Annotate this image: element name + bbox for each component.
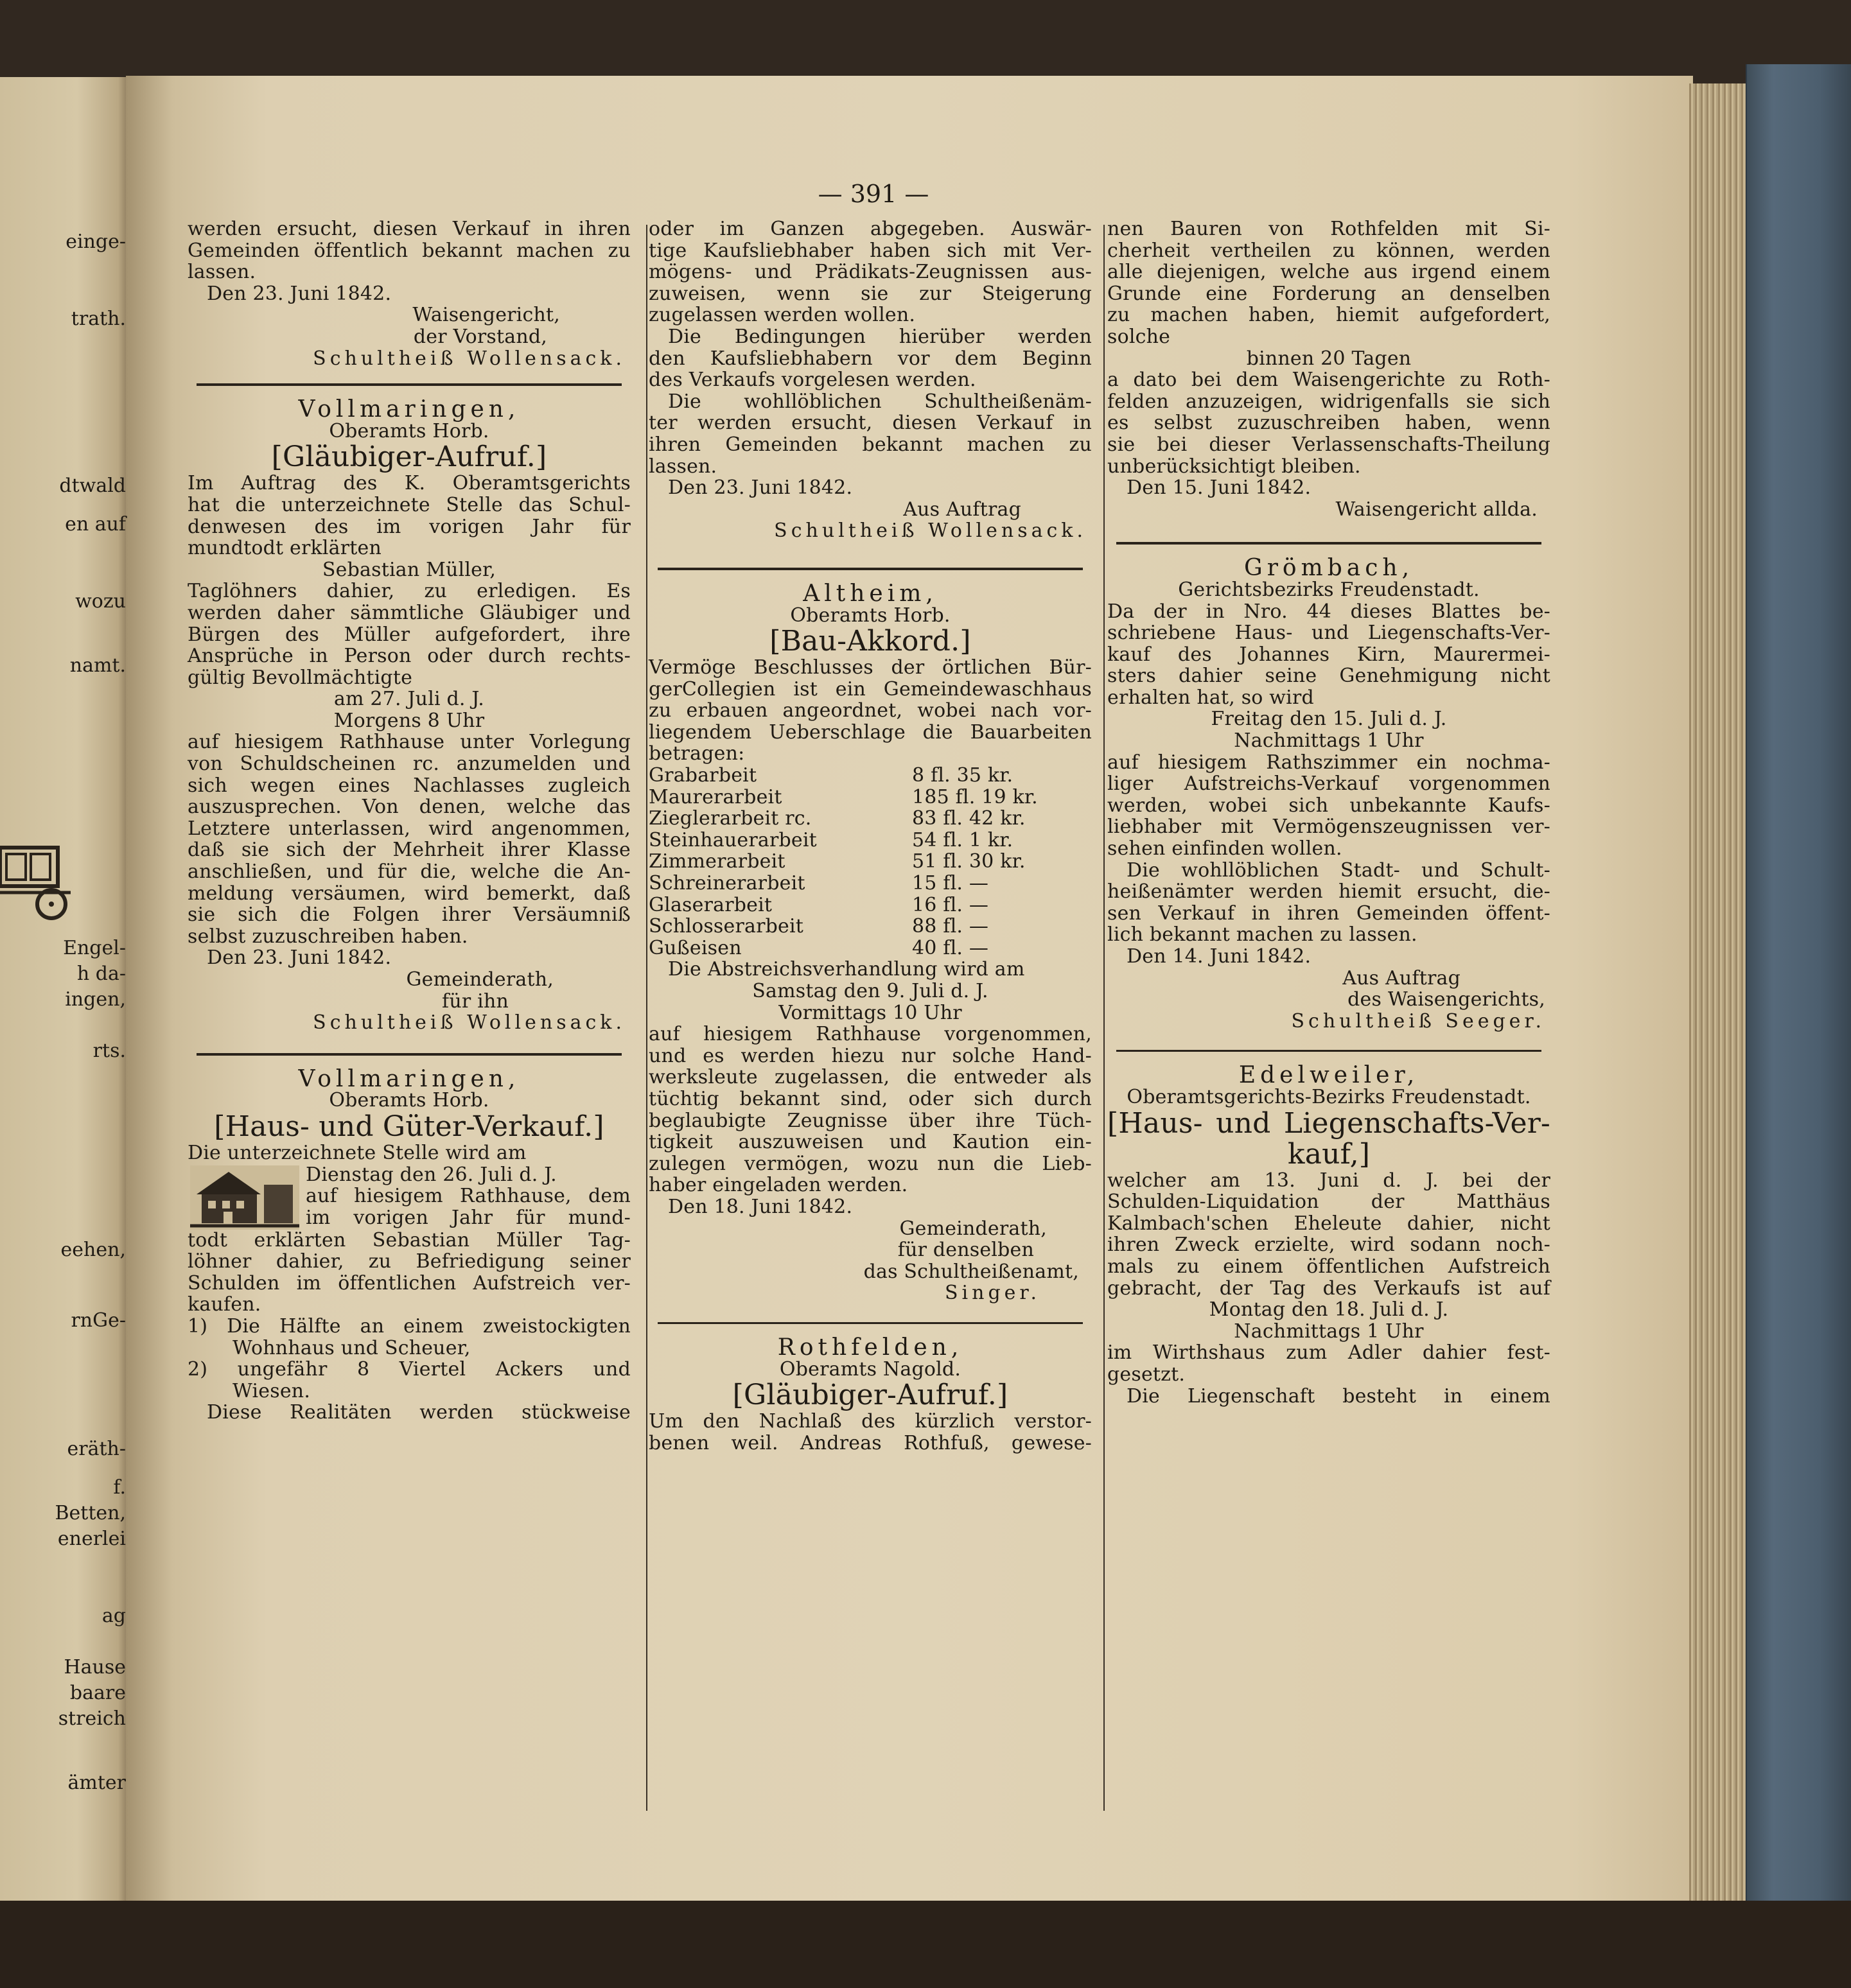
event-date: Freitag den 15. Juli d. J. xyxy=(1211,708,1447,731)
cost-row xyxy=(649,916,1092,937)
facing-page-fragment: namt. xyxy=(69,654,126,677)
text-line: Vermöge Beschlusses der örtlichen Bür- xyxy=(649,656,1092,679)
date-line: Den 15. Juni 1842. xyxy=(1127,476,1311,500)
text-line: liger Aufstreichs-Verkauf vorgenommen xyxy=(1107,772,1550,796)
column-2 xyxy=(649,218,1092,1454)
text-line: Ansprüche in Person oder durch rechts- xyxy=(188,645,631,668)
signature-line: für ihn xyxy=(442,990,509,1013)
cost-item: Steinhauerarbeit xyxy=(649,828,817,851)
text-line: Bürgen des Müller aufgefordert, ihre xyxy=(188,623,631,646)
facing-page-fragment: Engel- xyxy=(63,937,126,959)
text-line: den Kaufsliebhabern vor dem Beginn xyxy=(649,347,1092,370)
cost-item: Schreinerarbeit xyxy=(649,872,805,895)
text-line: Da der in Nro. 44 dieses Blattes be- xyxy=(1107,600,1550,623)
signature-line: Singer. xyxy=(944,1282,1040,1305)
column-3 xyxy=(1107,218,1550,1407)
cost-item: Maurerarbeit xyxy=(649,785,782,808)
cost-item: Zieglerarbeit rc. xyxy=(649,807,812,830)
text-line: solche xyxy=(1107,325,1171,348)
cost-row xyxy=(649,787,1092,808)
text-line: liebhaber mit Vermögenszeugnissen ver- xyxy=(1107,815,1550,839)
cost-row xyxy=(649,873,1092,894)
text-line: gerCollegien ist ein Gemeindewaschhaus xyxy=(649,677,1092,701)
person-name: Sebastian Müller, xyxy=(322,558,496,581)
section-divider xyxy=(1116,1050,1541,1052)
cost-row xyxy=(649,808,1092,830)
column-rule-2 xyxy=(1103,225,1105,1811)
text-line: heißenämter werden hiemit ersucht, die- xyxy=(1107,880,1550,903)
facing-page-fragment: enerlei xyxy=(57,1528,126,1550)
text-line: mögens- und Prädikats-Zeugnissen aus- xyxy=(649,261,1092,284)
signature-line: Waisengericht allda. xyxy=(1335,498,1538,521)
page-stack-edge xyxy=(1689,83,1748,1914)
text-line: sen Verkauf in ihren Gemeinden öffent- xyxy=(1107,902,1550,925)
notice-title: [Bau-Akkord.] xyxy=(769,625,971,658)
notice-title: kauf,] xyxy=(1287,1137,1371,1171)
text-line: welcher am 13. Juni d. J. bei der xyxy=(1107,1169,1550,1192)
section-divider xyxy=(658,568,1083,570)
text-line: gesetzt. xyxy=(1107,1363,1186,1386)
text-line: tigkeit auszuweisen und Kaution ein- xyxy=(649,1131,1092,1154)
text-line: zu erbauen angeordnet, wobei nach vor- xyxy=(649,699,1092,722)
text-line: und es werden hiezu nur solche Hand- xyxy=(649,1044,1092,1067)
text-line: Die wohllöblichen Schultheißenäm- xyxy=(668,390,1092,413)
text-line: denwesen des im vorigen Jahr für xyxy=(188,515,631,538)
notice-district: Oberamts Horb. xyxy=(790,604,951,627)
text-line: Gemeinden öffentlich bekannt machen zu xyxy=(188,239,631,262)
facing-page-fragment: eehen, xyxy=(60,1239,126,1261)
date-line: Den 23. Juni 1842. xyxy=(207,282,392,305)
text-line: werksleute zugelassen, die entweder als xyxy=(649,1066,1092,1089)
text-line: a dato bei dem Waisengerichte zu Roth- xyxy=(1107,369,1550,392)
text-line: im vorigen Jahr für mund- xyxy=(306,1206,631,1229)
text-line: hat die unterzeichnete Stelle das Schul- xyxy=(188,493,631,516)
event-time: Nachmittags 1 Uhr xyxy=(1234,1320,1424,1343)
facing-page-fragment: wozu xyxy=(75,590,126,613)
list-item: 2) ungefähr 8 Viertel Ackers und xyxy=(188,1358,631,1381)
text-line: löhner dahier, zu Befriedigung seiner xyxy=(188,1250,631,1273)
notice-district: Oberamts Horb. xyxy=(329,419,489,442)
text-line: gültig Bevollmächtigte xyxy=(188,666,413,689)
facing-page-fragment: Hause xyxy=(64,1656,126,1678)
facing-page-fragment: f. xyxy=(113,1476,126,1499)
text-line: auf hiesigem Rathhause unter Vorlegung xyxy=(188,731,631,754)
text-line: beglaubigte Zeugnisse über ihre Tüch- xyxy=(649,1109,1092,1132)
text-line: cherheit vertheilen zu können, werden xyxy=(1107,239,1550,262)
text-line: felden anzuzeigen, widrigenfalls sie sich xyxy=(1107,390,1550,413)
text-line: zulegen vermögen, wozu nun die Lieb- xyxy=(649,1152,1092,1175)
facing-page-fragment: dtwald xyxy=(59,475,126,497)
column-rule-1 xyxy=(646,225,647,1811)
house-woodcut-icon xyxy=(190,1165,299,1230)
date-line: Den 23. Juni 1842. xyxy=(668,476,853,500)
text-line: Schulden-Liquidation der Matthäus xyxy=(1107,1190,1550,1214)
cost-row xyxy=(649,851,1092,873)
text-line: ter werden ersucht, diesen Verkauf in xyxy=(649,412,1092,435)
text-line: mals zu einem öffentlichen Aufstreich xyxy=(1107,1255,1550,1278)
text-line: mundtodt erklärten xyxy=(188,537,382,560)
facing-page-fragment: einge- xyxy=(66,231,126,253)
facing-page-fragment: rnGe- xyxy=(71,1309,126,1332)
cost-row xyxy=(649,830,1092,851)
text-line: lassen. xyxy=(649,455,717,478)
woodcut-wrap xyxy=(188,1164,631,1230)
notice-title: [Haus- und Liegenschafts-Ver- xyxy=(1107,1106,1550,1140)
text-line: kauf des Johannes Kirn, Maurermei- xyxy=(1107,643,1550,666)
text-line: Die Abstreichsverhandlung wird am xyxy=(668,958,1025,981)
text-line: auf hiesigem Rathhause, dem xyxy=(306,1185,631,1208)
text-line: zuweisen, wenn sie zur Steigerung xyxy=(649,282,1092,305)
signature-line: Gemeinderath, xyxy=(899,1217,1047,1240)
facing-page-fragment: rts. xyxy=(92,1040,126,1062)
facing-page-fragment: baare xyxy=(69,1682,126,1704)
book-cover xyxy=(1747,64,1851,1988)
text-line: lich bekannt machen zu lassen. xyxy=(1107,923,1417,946)
notice-title: [Haus- und Güter-Verkauf.] xyxy=(214,1110,604,1143)
text-line: haber eingeladen werden. xyxy=(649,1174,908,1197)
text-line: gebracht, der Tag des Verkaufs ist auf xyxy=(1107,1277,1550,1300)
signature-line: Aus Auftrag xyxy=(1342,966,1461,990)
text-line: Schulden im öffentlichen Aufstreich ver- xyxy=(188,1271,631,1295)
cost-item: Glaserarbeit xyxy=(649,893,773,916)
signature-line: Waisengericht, xyxy=(412,304,560,327)
signature-line: des Waisengerichts, xyxy=(1347,988,1545,1011)
signature-line: das Schultheißenamt, xyxy=(863,1260,1079,1283)
notice-place: Rothfelden, xyxy=(777,1334,963,1361)
section-divider xyxy=(197,383,622,386)
signature-line: Schultheiß Wollensack. xyxy=(774,519,1087,543)
notice-district: Oberamtsgerichts-Bezirks Freudenstadt. xyxy=(1127,1085,1531,1108)
facing-page-fragment: Betten, xyxy=(55,1502,126,1524)
signature-line: Gemeinderath, xyxy=(406,968,554,991)
text-line: von Schuldscheinen rc. anzumelden und xyxy=(188,753,631,776)
cost-item: Schlosserarbeit xyxy=(649,915,804,938)
text-line: werden ersucht, diesen Verkauf in ihren xyxy=(188,218,631,240)
event-date: am 27. Juli d. J. xyxy=(333,688,485,711)
event-date: Samstag den 9. Juli d. J. xyxy=(752,980,988,1002)
section-divider xyxy=(197,1053,622,1056)
notice-place: Vollmaringen, xyxy=(298,396,520,423)
text-line: auf hiesigem Rathhause vorgenommen, xyxy=(649,1023,1092,1046)
cost-amount: 8 fl. 35 kr. xyxy=(912,764,1013,787)
text-line: sehen einfinden wollen. xyxy=(1107,837,1342,860)
text-line: Im Auftrag des K. Oberamtsgerichts xyxy=(188,472,631,495)
text-line: Kalmbach'schen Eheleute dahier, nicht xyxy=(1107,1212,1550,1235)
notice-place: Vollmaringen, xyxy=(298,1065,520,1092)
cost-row xyxy=(649,937,1092,959)
text-line: tüchtig bekannt sind, oder sich durch xyxy=(649,1087,1092,1110)
text-line: sie bei dieser Verlassenschafts-Theilung xyxy=(1107,433,1550,456)
notice-place: Edelweiler, xyxy=(1238,1062,1419,1089)
text-line: werden daher sämmtliche Gläubiger und xyxy=(188,601,631,624)
signature-line: Schultheiß Wollensack. xyxy=(313,347,626,370)
signature-line: Aus Auftrag xyxy=(903,498,1021,521)
cost-item: Grabarbeit xyxy=(649,764,757,787)
text-line: betragen: xyxy=(649,742,745,765)
cost-amount: 15 fl. — xyxy=(912,872,989,895)
signature-line: für denselben xyxy=(897,1239,1034,1262)
cost-amount: 16 fl. — xyxy=(912,893,989,916)
cost-item: Gußeisen xyxy=(649,936,742,959)
text-line: oder im Ganzen abgegeben. Auswär- xyxy=(649,218,1092,240)
text-line: auszusprechen. Von denen, welche das xyxy=(188,796,631,819)
text-line: Diese Realitäten werden stückweise xyxy=(207,1401,631,1424)
notice-place: Grömbach, xyxy=(1243,555,1414,582)
text-line: benen weil. Andreas Rothfuß, gewese- xyxy=(649,1431,1092,1454)
cost-row xyxy=(649,765,1092,787)
text-line: sters dahier seine Genehmigung nicht xyxy=(1107,665,1550,688)
signature-line: Schultheiß Seeger. xyxy=(1291,1009,1545,1033)
notice-district: Oberamts Horb. xyxy=(329,1089,489,1112)
text-line: Letztere unterlassen, wird angenommen, xyxy=(188,817,631,840)
text-line: sich wegen eines Nachlasses zugleich xyxy=(188,774,631,797)
cost-amount: 51 fl. 30 kr. xyxy=(912,850,1026,873)
cost-amount: 54 fl. 1 kr. xyxy=(912,828,1013,851)
text-line: zu machen haben, hiemit aufgefordert, xyxy=(1107,304,1550,327)
date-line: Den 14. Juni 1842. xyxy=(1127,945,1311,968)
list-item: Wohnhaus und Scheuer, xyxy=(232,1336,471,1359)
cost-amount: 185 fl. 19 kr. xyxy=(912,785,1038,808)
text-line: unberücksichtigt bleiben. xyxy=(1107,455,1361,478)
facing-page-fragment: en auf xyxy=(65,513,126,536)
event-date: Montag den 18. Juli d. J. xyxy=(1209,1298,1449,1321)
facing-page-fragment: ingen, xyxy=(65,988,126,1011)
text-line: Grunde eine Forderung an denselben xyxy=(1107,282,1550,305)
text-line: Die wohllöblichen Stadt- und Schult- xyxy=(1127,859,1550,882)
text-line: Um den Nachlaß des kürzlich verstor- xyxy=(649,1410,1092,1433)
section-divider xyxy=(658,1322,1083,1324)
text-line: Die Liegenschaft besteht in einem xyxy=(1127,1384,1550,1408)
text-line: schriebene Haus- und Liegenschafts-Ver- xyxy=(1107,622,1550,645)
text-line: ihren Zweck erzielte, wird sodann noch- xyxy=(1107,1234,1550,1257)
date-line: Den 18. Juni 1842. xyxy=(668,1195,853,1218)
text-line: im Wirthshaus zum Adler dahier fest- xyxy=(1107,1341,1550,1365)
text-line: Die unterzeichnete Stelle wird am xyxy=(188,1141,527,1164)
cost-amount: 88 fl. — xyxy=(912,915,989,938)
facing-page-fragment: trath. xyxy=(71,308,126,330)
facing-page-fragment: h da- xyxy=(76,963,126,985)
section-divider xyxy=(1116,542,1541,545)
text-line: daß sie sich der Mehrheit ihrer Klasse xyxy=(188,839,631,862)
signature-line: der Vorstand, xyxy=(413,325,547,348)
cost-item: Zimmerarbeit xyxy=(649,850,785,873)
notice-place: Altheim, xyxy=(803,580,938,607)
signature-line: Schultheiß Wollensack. xyxy=(313,1011,626,1034)
text-line: sie sich die Folgen ihrer Versäumniß xyxy=(188,903,631,927)
text-line: auf hiesigem Rathszimmer ein nochma- xyxy=(1107,751,1550,774)
facing-page-fragment: streich xyxy=(58,1707,126,1730)
carriage-stamp-icon xyxy=(0,828,71,925)
cost-row xyxy=(649,894,1092,916)
event-date: Dienstag den 26. Juli d. J. xyxy=(306,1164,557,1186)
text-line: kaufen. xyxy=(188,1293,261,1316)
facing-page-fragment: eräth- xyxy=(67,1438,126,1460)
page-number: — 391 — xyxy=(818,180,929,208)
event-time: Vormittags 10 Uhr xyxy=(778,1001,962,1024)
text-line: liegendem Ueberschlage die Bauarbeiten xyxy=(649,720,1092,744)
text-line: alle diejenigen, welche aus irgend einem xyxy=(1107,261,1550,284)
cost-amount: 40 fl. — xyxy=(912,936,989,959)
event-time: Morgens 8 Uhr xyxy=(333,709,485,732)
text-line: Taglöhners dahier, zu erledigen. Es xyxy=(188,580,631,603)
list-item: 1) Die Hälfte an einem zweistockigten xyxy=(188,1314,631,1338)
date-line: Den 23. Juni 1842. xyxy=(207,946,392,970)
notice-district: Gerichtsbezirks Freudenstadt. xyxy=(1178,578,1480,601)
text-line: lassen. xyxy=(188,261,256,284)
text-line: zugelassen werden wollen. xyxy=(649,304,916,327)
column-1 xyxy=(188,218,631,1424)
text-line: es selbst zuzuschreiben haben, wenn xyxy=(1107,412,1550,435)
deadline-line: binnen 20 Tagen xyxy=(1246,347,1412,370)
text-line: todt erklärten Sebastian Müller Tag- xyxy=(188,1228,631,1251)
text-line: erhalten hat, so wird xyxy=(1107,686,1314,709)
text-line: werden, wobei sich unbekannte Kaufs- xyxy=(1107,794,1550,817)
event-time: Nachmittags 1 Uhr xyxy=(1234,729,1424,753)
text-line: des Verkaufs vorgelesen werden. xyxy=(649,369,976,392)
text-line: selbst zuzuschreiben haben. xyxy=(188,925,468,948)
bottom-shadow xyxy=(0,1901,1851,1988)
text-line: nen Bauren von Rothfelden mit Si- xyxy=(1107,218,1550,240)
text-line: anschließen, und für die, welche die An- xyxy=(188,860,631,884)
cost-amount: 83 fl. 42 kr. xyxy=(912,807,1026,830)
list-item: Wiesen. xyxy=(232,1379,311,1402)
notice-title: [Gläubiger-Aufruf.] xyxy=(732,1379,1008,1412)
text-line: ihren Gemeinden bekannt machen zu xyxy=(649,433,1092,456)
notice-district: Oberamts Nagold. xyxy=(779,1357,961,1381)
text-line: tige Kaufsliebhaber haben sich mit Ver- xyxy=(649,239,1092,262)
notice-title: [Gläubiger-Aufruf.] xyxy=(271,440,547,474)
facing-page-fragment: ag xyxy=(101,1605,126,1627)
facing-page-fragment: ämter xyxy=(67,1772,126,1794)
text-line: Die Bedingungen hierüber werden xyxy=(668,325,1092,348)
text-line: meldung versäumen, wird bemerkt, daß xyxy=(188,882,631,905)
